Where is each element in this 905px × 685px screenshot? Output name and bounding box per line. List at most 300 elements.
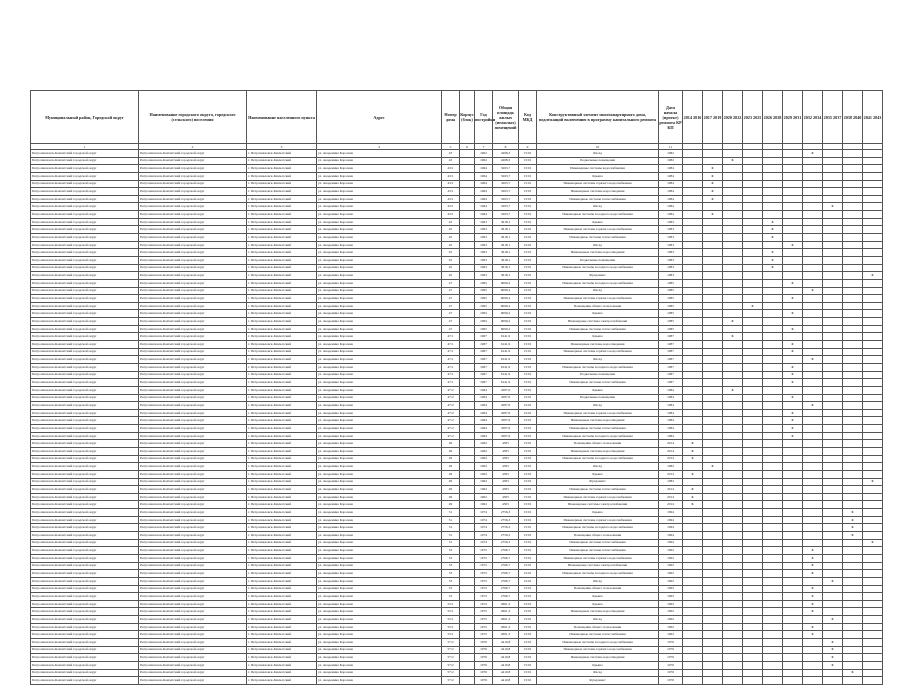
start-date-cell: 1987: [659, 341, 683, 349]
period-mark-cell: [823, 623, 843, 631]
district-cell: Петропавловск-Камчатский городской округ: [31, 402, 139, 410]
area-cell: 2766,7: [493, 554, 519, 562]
period-mark-cell: [863, 501, 883, 509]
period-mark-cell: [843, 593, 863, 601]
mkd-code-cell: 15:01: [519, 623, 537, 631]
locality-cell: г. Петропавловск-Камчатский: [247, 341, 317, 349]
period-mark-cell: [783, 608, 803, 616]
house-number-cell: 43/1: [442, 180, 460, 188]
period-mark-cell: [683, 661, 703, 669]
locality-cell: г. Петропавловск-Камчатский: [247, 234, 317, 242]
house-number-cell: 55/1: [442, 600, 460, 608]
period-mark-cell: [783, 577, 803, 585]
period-mark-cell: [743, 509, 763, 517]
period-mark-cell: [783, 386, 803, 394]
start-date-cell: 1992: [659, 631, 683, 639]
house-number-cell: 45: [442, 241, 460, 249]
element-cell: Помещения общего пользования: [537, 623, 659, 631]
district-cell: Петропавловск-Камчатский городской округ: [31, 150, 139, 158]
mkd-code-cell: 15:01: [519, 478, 537, 486]
period-mark-cell: [743, 425, 763, 433]
period-mark-cell: [843, 646, 863, 654]
period-mark-cell: [783, 447, 803, 455]
period-mark-cell: [763, 180, 783, 188]
period-mark-cell: [803, 577, 823, 585]
period-mark-cell: [703, 455, 723, 463]
period-mark-cell: [683, 623, 703, 631]
area-cell: 4410,8: [493, 654, 519, 662]
mkd-code-cell: 15:01: [519, 195, 537, 203]
element-cell: Инженерные системы горячего водоснабжения: [537, 554, 659, 562]
area-cell: 4587,6: [493, 386, 519, 394]
period-mark-cell: [683, 371, 703, 379]
period-mark-cell: [803, 333, 823, 341]
period-mark-cell: [743, 593, 763, 601]
period-mark-cell: [803, 425, 823, 433]
start-date-cell: 1983: [659, 249, 683, 257]
block-cell: [460, 394, 475, 402]
element-cell: Инженерные системы горячего водоснабжения: [537, 295, 659, 303]
district-cell: Петропавловск-Камчатский городской округ: [31, 623, 139, 631]
block-cell: [460, 493, 475, 501]
settlement-cell: Петропавловск-Камчатский городской округ: [139, 386, 247, 394]
period-mark-cell: [763, 409, 783, 417]
address-cell: ул. Академика Королева: [317, 585, 442, 593]
settlement-cell: Петропавловск-Камчатский городской округ: [139, 600, 247, 608]
period-mark-cell: X: [803, 623, 823, 631]
table-row: [31, 447, 883, 455]
house-number-cell: 47/2: [442, 432, 460, 440]
settlement-cell: Петропавловск-Камчатский городской округ: [139, 432, 247, 440]
settlement-cell: Петропавловск-Камчатский городской округ: [139, 486, 247, 494]
table-row: [31, 363, 883, 371]
period-mark-cell: [823, 677, 843, 685]
address-cell: ул. Академика Королева: [317, 570, 442, 578]
period-mark-cell: [683, 646, 703, 654]
settlement-cell: Петропавловск-Камчатский городской округ: [139, 356, 247, 364]
address-cell: ул. Академика Королева: [317, 157, 442, 165]
area-cell: 6090,2: [493, 318, 519, 326]
block-cell: [460, 608, 475, 616]
locality-cell: г. Петропавловск-Камчатский: [247, 669, 317, 677]
start-date-cell: 2014: [659, 440, 683, 448]
period-mark-cell: [683, 432, 703, 440]
element-cell: Крыша: [537, 509, 659, 517]
period-mark-cell: [743, 363, 763, 371]
period-mark-cell: [703, 600, 723, 608]
period-mark-cell: [763, 371, 783, 379]
period-mark-cell: [803, 310, 823, 318]
block-cell: [460, 363, 475, 371]
column-header: Общая площадь жилых (нежилых) помещений: [493, 91, 519, 144]
locality-cell: г. Петропавловск-Камчатский: [247, 295, 317, 303]
period-mark-cell: [823, 180, 843, 188]
period-mark-cell: [743, 562, 763, 570]
period-mark-cell: [823, 249, 843, 257]
period-mark-cell: [723, 501, 743, 509]
house-number-cell: 57/2: [442, 639, 460, 647]
period-mark-cell: [743, 356, 763, 364]
period-mark-cell: [863, 302, 883, 310]
mkd-code-cell: 15:01: [519, 295, 537, 303]
settlement-cell: Петропавловск-Камчатский городской округ: [139, 180, 247, 188]
locality-cell: г. Петропавловск-Камчатский: [247, 455, 317, 463]
locality-cell: г. Петропавловск-Камчатский: [247, 218, 317, 226]
period-mark-cell: [743, 608, 763, 616]
area-cell: 2766,7: [493, 570, 519, 578]
build-year-cell: 1963: [475, 256, 493, 264]
area-cell: 6090,2: [493, 279, 519, 287]
element-cell: Инженерные системы горячего водоснабжения: [537, 348, 659, 356]
period-mark-cell: [703, 486, 723, 494]
district-cell: Петропавловск-Камчатский городской округ: [31, 264, 139, 272]
element-cell: Инженерные системы холодного водоснабжения: [537, 432, 659, 440]
address-cell: ул. Академика Королева: [317, 165, 442, 173]
period-mark-cell: [723, 272, 743, 280]
period-mark-cell: [863, 463, 883, 471]
element-cell: Инженерные системы теплоснабжения: [537, 631, 659, 639]
period-mark-cell: [803, 417, 823, 425]
period-mark-cell: X: [783, 279, 803, 287]
locality-cell: г. Петропавловск-Камчатский: [247, 463, 317, 471]
period-mark-cell: [743, 256, 763, 264]
district-cell: Петропавловск-Камчатский городской округ: [31, 310, 139, 318]
district-cell: Петропавловск-Камчатский городской округ: [31, 241, 139, 249]
house-number-cell: 47/1: [442, 341, 460, 349]
period-mark-cell: [743, 570, 763, 578]
table-row: [31, 394, 883, 402]
period-mark-cell: [863, 249, 883, 257]
house-number-cell: 43/1: [442, 165, 460, 173]
period-mark-cell: [863, 509, 883, 517]
table-row: [31, 623, 883, 631]
settlement-cell: Петропавловск-Камчатский городской округ: [139, 639, 247, 647]
element-cell: Крыша: [537, 310, 659, 318]
period-mark-cell: [843, 402, 863, 410]
period-mark-cell: [763, 478, 783, 486]
table-row: [31, 302, 883, 310]
period-mark-cell: X: [823, 646, 843, 654]
column-header: 2020 2022: [723, 91, 743, 144]
build-year-cell: 1976: [475, 677, 493, 685]
settlement-cell: Петропавловск-Камчатский городской округ: [139, 677, 247, 685]
settlement-cell: Петропавловск-Камчатский городской округ: [139, 661, 247, 669]
district-cell: Петропавловск-Камчатский городской округ: [31, 379, 139, 387]
period-mark-cell: [763, 394, 783, 402]
house-number-cell: 45: [442, 272, 460, 280]
settlement-cell: Петропавловск-Камчатский городской округ: [139, 379, 247, 387]
block-cell: [460, 600, 475, 608]
settlement-cell: Петропавловск-Камчатский городской округ: [139, 333, 247, 341]
address-cell: ул. Академика Королева: [317, 379, 442, 387]
table-row: [31, 172, 883, 180]
period-mark-cell: [683, 226, 703, 234]
column-header: 2017 2019: [703, 91, 723, 144]
district-cell: Петропавловск-Камчатский городской округ: [31, 616, 139, 624]
period-mark-cell: [763, 195, 783, 203]
start-date-cell: 1987: [659, 363, 683, 371]
build-year-cell: 1964: [475, 417, 493, 425]
period-mark-cell: [863, 532, 883, 540]
period-mark-cell: [783, 211, 803, 219]
period-mark-cell: [763, 432, 783, 440]
element-cell: Инженерные системы холодного водоснабжения: [537, 264, 659, 272]
period-mark-cell: [723, 516, 743, 524]
period-mark-cell: [763, 554, 783, 562]
locality-cell: г. Петропавловск-Камчатский: [247, 211, 317, 219]
address-cell: ул. Академика Королева: [317, 386, 442, 394]
period-mark-cell: [823, 509, 843, 517]
period-mark-cell: [863, 631, 883, 639]
start-date-cell: 1992: [659, 600, 683, 608]
period-mark-cell: [723, 478, 743, 486]
period-mark-cell: [803, 432, 823, 440]
period-mark-cell: X: [843, 516, 863, 524]
house-number-cell: 57/2: [442, 646, 460, 654]
table-row: [31, 180, 883, 188]
period-mark-cell: [823, 295, 843, 303]
period-mark-cell: X: [783, 295, 803, 303]
period-mark-cell: [723, 363, 743, 371]
period-mark-cell: [783, 547, 803, 555]
element-cell: Помещения общего пользования: [537, 440, 659, 448]
period-mark-cell: [763, 539, 783, 547]
period-mark-cell: [823, 356, 843, 364]
start-date-cell: 1976: [659, 661, 683, 669]
build-year-cell: 1964: [475, 425, 493, 433]
period-mark-cell: [783, 646, 803, 654]
period-mark-cell: [703, 318, 723, 326]
period-mark-cell: [723, 356, 743, 364]
period-mark-cell: [723, 325, 743, 333]
period-mark-cell: [823, 600, 843, 608]
address-cell: ул. Академика Королева: [317, 287, 442, 295]
settlement-cell: Петропавловск-Камчатский городской округ: [139, 310, 247, 318]
settlement-cell: Петропавловск-Камчатский городской округ: [139, 188, 247, 196]
locality-cell: г. Петропавловск-Камчатский: [247, 547, 317, 555]
period-mark-cell: [803, 639, 823, 647]
settlement-cell: Петропавловск-Камчатский городской округ: [139, 195, 247, 203]
area-cell: 3263,7: [493, 172, 519, 180]
settlement-cell: Петропавловск-Камчатский городской округ: [139, 341, 247, 349]
mkd-code-cell: 15:01: [519, 394, 537, 402]
element-cell: Крыша: [537, 386, 659, 394]
block-cell: [460, 341, 475, 349]
start-date-cell: 1976: [659, 677, 683, 685]
period-mark-cell: [723, 234, 743, 242]
table-row: [31, 493, 883, 501]
period-mark-cell: [703, 325, 723, 333]
period-mark-cell: [783, 165, 803, 173]
period-mark-cell: [743, 272, 763, 280]
block-cell: [460, 409, 475, 417]
period-mark-cell: X: [683, 455, 703, 463]
district-cell: Петропавловск-Камчатский городской округ: [31, 256, 139, 264]
table-row: [31, 379, 883, 387]
start-date-cell: 2014: [659, 493, 683, 501]
period-mark-cell: [783, 226, 803, 234]
house-number-cell: 45: [442, 264, 460, 272]
column-header: Дата начала (проект) ремонта КР КП: [659, 91, 683, 144]
period-mark-cell: [703, 447, 723, 455]
period-mark-cell: X: [803, 547, 823, 555]
house-number-cell: 55/1: [442, 623, 460, 631]
period-mark-cell: [683, 295, 703, 303]
period-mark-cell: [743, 318, 763, 326]
period-mark-cell: [803, 295, 823, 303]
area-cell: 4305: [493, 440, 519, 448]
period-mark-cell: [743, 432, 763, 440]
period-mark-cell: [743, 654, 763, 662]
address-cell: ул. Академика Королева: [317, 180, 442, 188]
period-mark-cell: [683, 279, 703, 287]
area-cell: 4587,6: [493, 409, 519, 417]
build-year-cell: 1967: [475, 356, 493, 364]
period-mark-cell: [843, 371, 863, 379]
element-cell: Инженерные системы водоотведения: [537, 417, 659, 425]
period-mark-cell: [723, 623, 743, 631]
address-cell: ул. Академика Королева: [317, 470, 442, 478]
district-cell: Петропавловск-Камчатский городской округ: [31, 272, 139, 280]
period-mark-cell: [803, 348, 823, 356]
house-number-cell: 47/1: [442, 371, 460, 379]
table-row: [31, 356, 883, 364]
area-cell: 6141,9: [493, 371, 519, 379]
period-mark-cell: [763, 661, 783, 669]
house-number-cell: 45: [442, 226, 460, 234]
period-mark-cell: [803, 463, 823, 471]
house-number-cell: 53: [442, 547, 460, 555]
build-year-cell: 1963: [475, 241, 493, 249]
district-cell: Петропавловск-Камчатский городской округ: [31, 249, 139, 257]
period-mark-cell: [743, 639, 763, 647]
period-mark-cell: [783, 677, 803, 685]
address-cell: ул. Академика Королева: [317, 455, 442, 463]
block-cell: [460, 577, 475, 585]
table-row: [31, 440, 883, 448]
period-mark-cell: [823, 302, 843, 310]
period-mark-cell: [823, 386, 843, 394]
house-number-cell: 55/1: [442, 616, 460, 624]
period-mark-cell: [783, 486, 803, 494]
area-cell: 3618,1: [493, 241, 519, 249]
period-mark-cell: [803, 669, 823, 677]
district-cell: Петропавловск-Камчатский городской округ: [31, 562, 139, 570]
locality-cell: г. Петропавловск-Камчатский: [247, 585, 317, 593]
period-mark-cell: [703, 425, 723, 433]
period-mark-cell: [843, 256, 863, 264]
element-cell: Подвальные помещения: [537, 371, 659, 379]
start-date-cell: 1983: [659, 256, 683, 264]
period-mark-cell: [683, 180, 703, 188]
period-mark-cell: [843, 195, 863, 203]
period-mark-cell: X: [783, 310, 803, 318]
start-date-cell: 1992: [659, 585, 683, 593]
period-mark-cell: [703, 501, 723, 509]
district-cell: Петропавловск-Камчатский городской округ: [31, 211, 139, 219]
period-mark-cell: [703, 509, 723, 517]
house-number-cell: 49: [442, 493, 460, 501]
table-row: [31, 188, 883, 196]
period-mark-cell: [763, 287, 783, 295]
settlement-cell: Петропавловск-Камчатский городской округ: [139, 608, 247, 616]
locality-cell: г. Петропавловск-Камчатский: [247, 272, 317, 280]
period-mark-cell: [823, 570, 843, 578]
area-cell: 3618,1: [493, 256, 519, 264]
period-mark-cell: [803, 211, 823, 219]
element-cell: Помещения общего пользования: [537, 302, 659, 310]
element-cell: Крыша: [537, 218, 659, 226]
block-cell: [460, 203, 475, 211]
period-mark-cell: [703, 234, 723, 242]
start-date-cell: 1987: [659, 333, 683, 341]
column-number: 4: [317, 144, 442, 150]
period-mark-cell: [703, 402, 723, 410]
period-mark-cell: [683, 616, 703, 624]
element-cell: Инженерные системы теплоснабжения: [537, 234, 659, 242]
period-mark-cell: [723, 470, 743, 478]
period-mark-cell: [743, 470, 763, 478]
period-mark-cell: [823, 402, 843, 410]
period-mark-cell: [803, 363, 823, 371]
period-mark-cell: [743, 348, 763, 356]
column-header: 2026 2028: [763, 91, 783, 144]
settlement-cell: Петропавловск-Камчатский городской округ: [139, 417, 247, 425]
period-mark-cell: [703, 554, 723, 562]
period-mark-cell: [823, 165, 843, 173]
house-number-cell: 55/1: [442, 608, 460, 616]
period-mark-cell: [863, 256, 883, 264]
element-cell: Инженерные системы холодного водоснабжения: [537, 570, 659, 578]
settlement-cell: Петропавловск-Камчатский городской округ: [139, 577, 247, 585]
mkd-code-cell: 15:01: [519, 631, 537, 639]
period-mark-cell: [763, 348, 783, 356]
mkd-code-cell: 15:01: [519, 608, 537, 616]
build-year-cell: 1964: [475, 394, 493, 402]
mkd-code-cell: 15:01: [519, 455, 537, 463]
period-mark-cell: [803, 516, 823, 524]
period-mark-cell: [803, 661, 823, 669]
start-date-cell: 1985: [659, 295, 683, 303]
settlement-cell: Петропавловск-Камчатский городской округ: [139, 394, 247, 402]
period-mark-cell: [703, 287, 723, 295]
period-mark-cell: [863, 470, 883, 478]
period-mark-cell: [863, 241, 883, 249]
period-mark-cell: [783, 150, 803, 158]
mkd-code-cell: 15:01: [519, 562, 537, 570]
table-row: [31, 425, 883, 433]
block-cell: [460, 234, 475, 242]
period-mark-cell: [743, 616, 763, 624]
column-number: 11: [659, 144, 683, 150]
area-cell: 3618,1: [493, 234, 519, 242]
period-mark-cell: [703, 218, 723, 226]
period-mark-cell: [723, 172, 743, 180]
period-mark-cell: [703, 616, 723, 624]
period-mark-cell: [843, 478, 863, 486]
build-year-cell: 1964: [475, 172, 493, 180]
area-cell: 3263,7: [493, 203, 519, 211]
period-mark-cell: [823, 150, 843, 158]
period-mark-cell: [783, 501, 803, 509]
area-cell: 4305: [493, 493, 519, 501]
period-mark-cell: [843, 425, 863, 433]
build-year-cell: 1962: [475, 455, 493, 463]
period-mark-cell: [743, 677, 763, 685]
period-mark-cell: [863, 654, 883, 662]
period-mark-cell: [763, 341, 783, 349]
address-cell: ул. Академика Королева: [317, 425, 442, 433]
